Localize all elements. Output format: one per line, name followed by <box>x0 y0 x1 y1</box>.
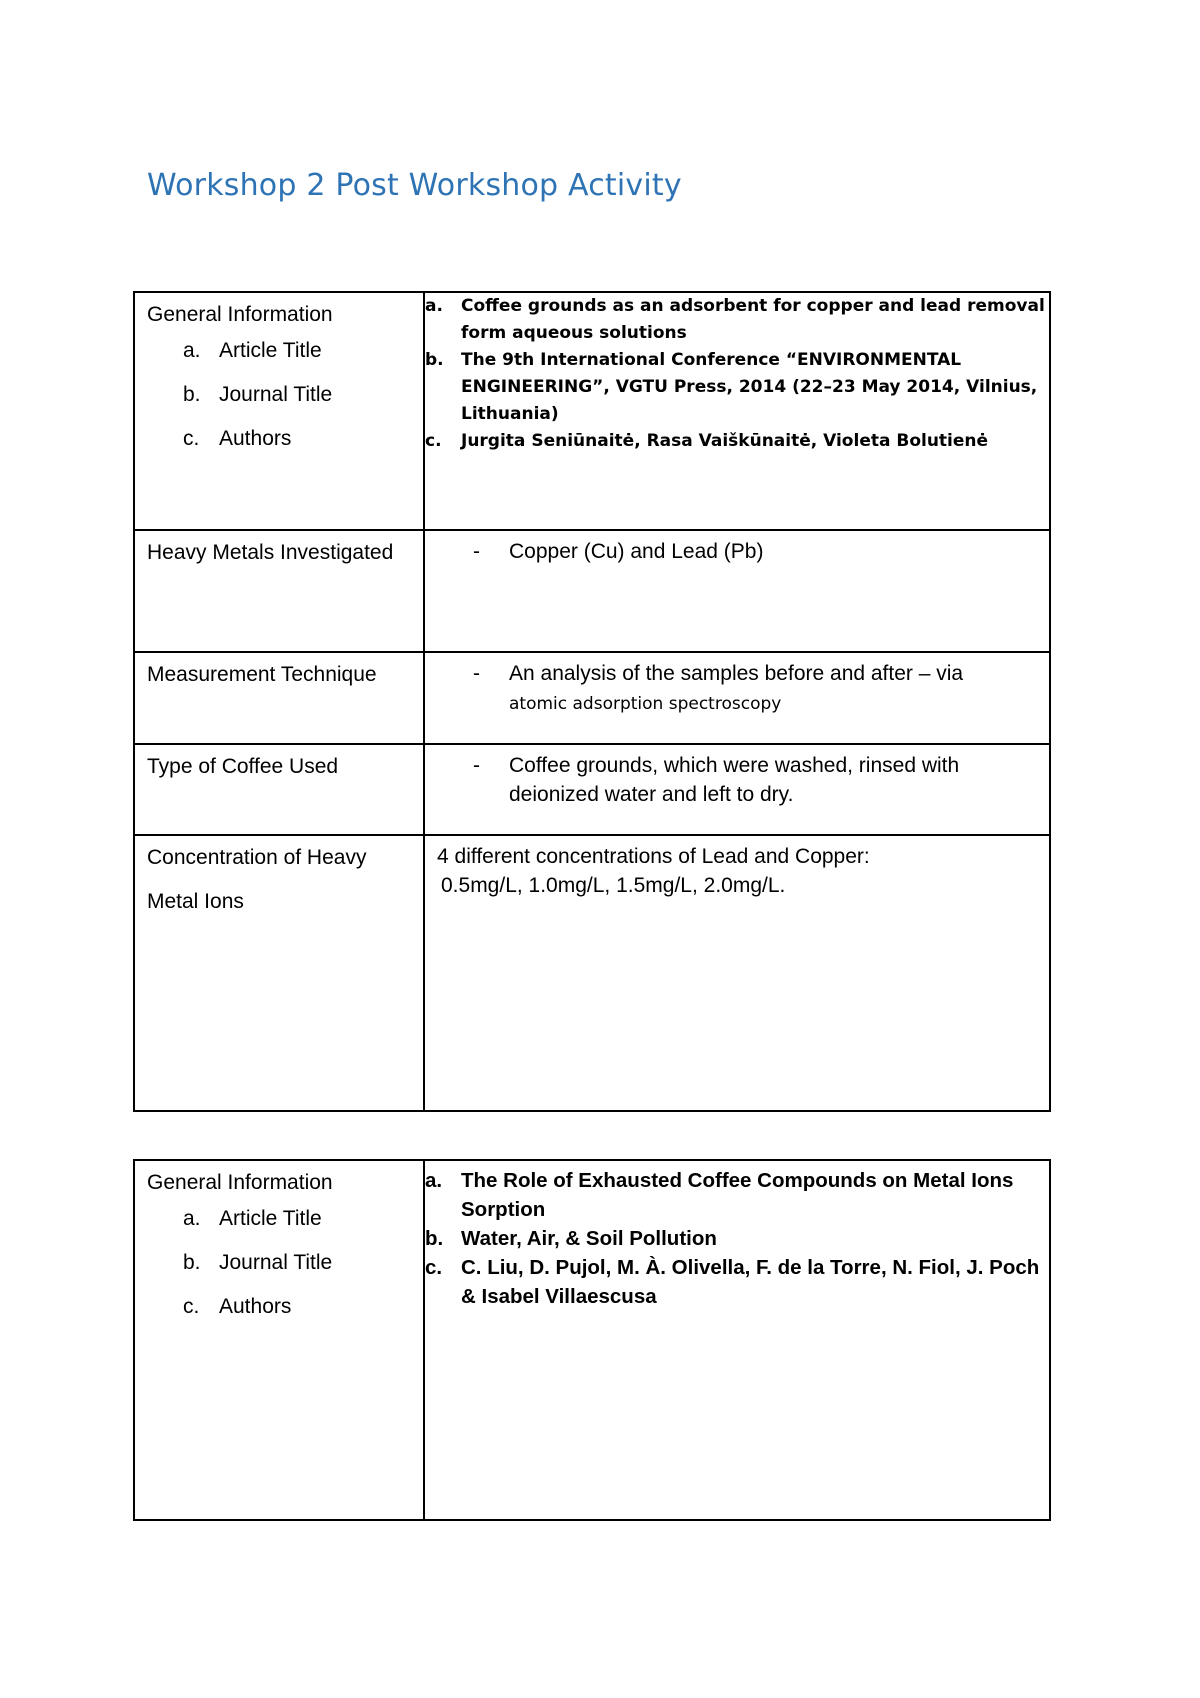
article-table-2 <box>133 1159 1051 1521</box>
sub-item-authors-2: c. Authors <box>183 1295 292 1318</box>
concentration-label-cell <box>134 835 424 1111</box>
general-info-value-cell-2 <box>424 1160 1050 1520</box>
sub-item-authors: c. Authors <box>183 427 292 450</box>
general-info-label-2: General Information <box>147 1171 333 1194</box>
answer-article-title-2: a. The Role of Exhausted Coffee Compounds on Metal Ions Sorption <box>425 1169 1014 1221</box>
concentration-row <box>134 835 1050 1111</box>
coffee-row <box>134 744 1050 835</box>
answer-authors-2: c. C. Liu, D. Pujol, M. À. Olivella, F. de la Torre, N. Fiol, J. Poch & Isabel Villaescusa <box>425 1256 1040 1308</box>
article-table-1 <box>133 291 1051 1112</box>
answer-article-title: a. Coffee grounds as an adsorbent for copper and lead removal form aqueous solutions <box>425 296 1045 343</box>
coffee-label: Type of Coffee Used <box>147 755 339 778</box>
document-title: Workshop 2 Post Workshop Activity <box>147 168 682 203</box>
general-info-row-2 <box>134 1160 1050 1520</box>
general-info-label: General Information <box>147 303 333 326</box>
general-info-label-cell-2 <box>134 1160 424 1520</box>
technique-label: Measurement Technique <box>147 663 377 686</box>
technique-label-cell <box>134 652 424 744</box>
general-info-label-cell <box>134 292 424 530</box>
coffee-label-cell <box>134 744 424 835</box>
general-info-value-cell <box>424 292 1050 530</box>
general-info-row <box>134 292 1050 530</box>
sub-item-article-title-2: a. Article Title <box>183 1207 322 1230</box>
concentration-value: 4 different concentrations of Lead and Copper: 0.5mg/L, 1.0mg/L, 1.5mg/L, 2.0mg/L. <box>437 845 870 897</box>
general-info-sublist-2 <box>135 1197 423 1329</box>
metals-row <box>134 530 1050 652</box>
metals-label: Heavy Metals Investigated <box>147 541 394 564</box>
sub-item-journal-title-2: b. Journal Title <box>183 1251 333 1274</box>
answer-authors: c. Jurgita Seniūnaitė, Rasa Vaiškūnaitė, Violeta Bolutienė <box>425 431 989 451</box>
coffee-value-cell <box>424 744 1050 835</box>
technique-row <box>134 652 1050 744</box>
concentration-value-cell <box>424 835 1050 1111</box>
general-info-sublist <box>135 329 423 461</box>
sub-item-article-title: a. Article Title <box>183 339 322 362</box>
metals-label-cell <box>134 530 424 652</box>
technique-value: - An analysis of the samples before and after – via atomic adsorption spectroscopy <box>473 662 964 714</box>
metals-value-cell <box>424 530 1050 652</box>
coffee-value: - Coffee grounds, which were washed, rinsed with deionized water and left to dry. <box>473 754 960 806</box>
general-info-answers-2 <box>425 1161 1049 1311</box>
answer-journal-title-2: b. Water, Air, & Soil Pollution <box>425 1227 717 1250</box>
answer-journal-title: b. The 9th International Conference “ENVIRONMENTAL ENGINEERING”, VGTU Press, 2014 (22–23 May 2014, Vilnius, Lithuania) <box>425 350 1038 424</box>
general-info-answers <box>425 293 1049 455</box>
metals-value: - Copper (Cu) and Lead (Pb) <box>473 540 764 563</box>
technique-value-cell <box>424 652 1050 744</box>
concentration-label: Concentration of Heavy Metal Ions <box>147 846 367 913</box>
sub-item-journal-title: b. Journal Title <box>183 383 333 406</box>
